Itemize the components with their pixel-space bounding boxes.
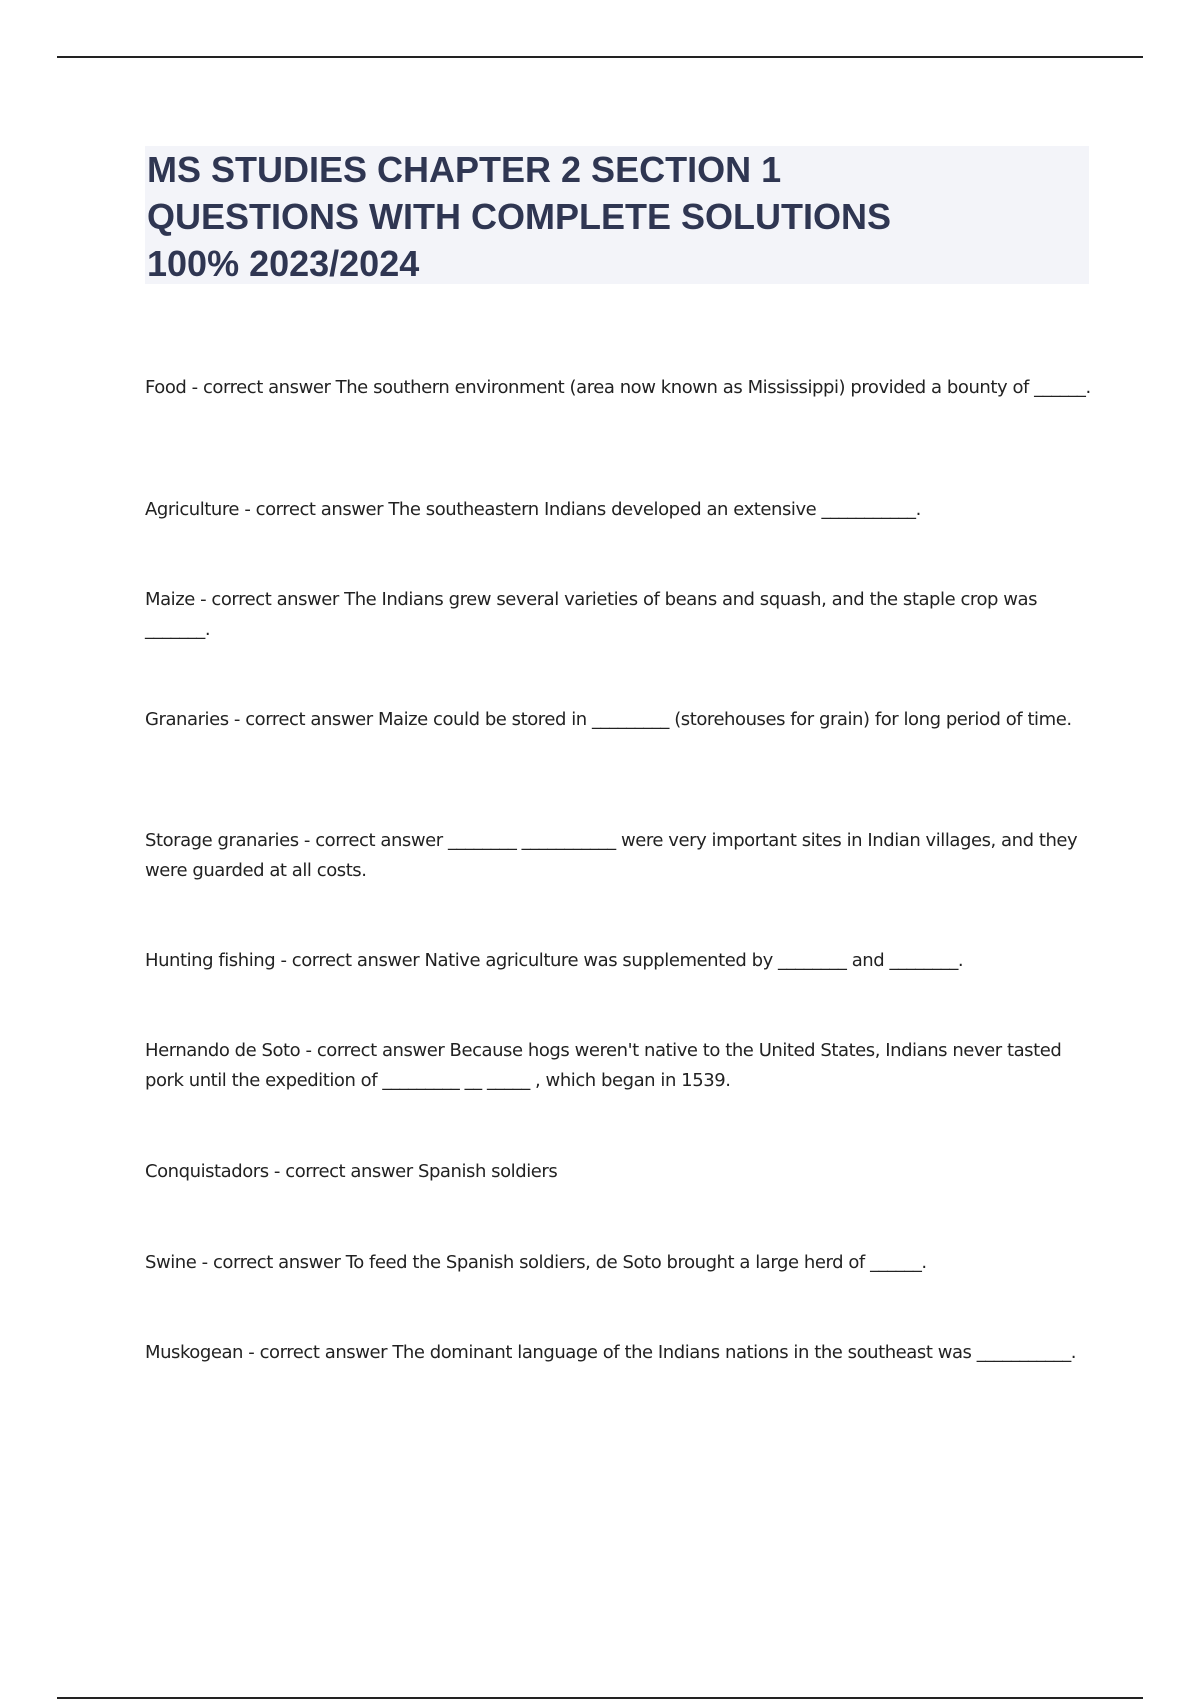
- footer-rule: [57, 1697, 1143, 1699]
- qa-item-conquistadors: Conquistadors - correct answer Spanish soldiers: [145, 1161, 558, 1182]
- title-banner: [145, 146, 1089, 284]
- document-title: MS STUDIES CHAPTER 2 SECTION 1 QUESTIONS WITH COMPLETE SOLUTIONS 100% 2023/2024: [147, 149, 892, 284]
- qa-item-muskogean: Muskogean - correct answer The dominant language of the Indians nations in the southeast was ___________.: [145, 1342, 1077, 1363]
- qa-item-hernando-de-soto: Hernando de Soto - correct answer Because hogs weren't native to the United States, Indians never tasted pork until the expedition of _________ __ _____ , which began in 1539.: [145, 1040, 1062, 1091]
- qa-item-granaries: Granaries - correct answer Maize could be stored in _________ (storehouses for grain) for long period of time.: [145, 709, 1072, 730]
- qa-item-agriculture: Agriculture - correct answer The southeastern Indians developed an extensive ___________.: [145, 499, 921, 520]
- qa-item-swine: Swine - correct answer To feed the Spanish soldiers, de Soto brought a large herd of ______.: [145, 1252, 927, 1273]
- qa-item-hunting-fishing: Hunting fishing - correct answer Native agriculture was supplemented by ________ and ________.: [145, 950, 964, 971]
- header-rule: [57, 56, 1143, 58]
- qa-item-maize: Maize - correct answer The Indians grew several varieties of beans and squash, and the staple crop was _______.: [145, 589, 1038, 640]
- qa-item-storage-granaries: Storage granaries - correct answer ________ ___________ were very important sites in Indian villages, and they were guarded at all costs.: [145, 830, 1078, 881]
- qa-item-food: Food - correct answer The southern environment (area now known as Mississippi) provided a bounty of ______.: [145, 377, 1091, 398]
